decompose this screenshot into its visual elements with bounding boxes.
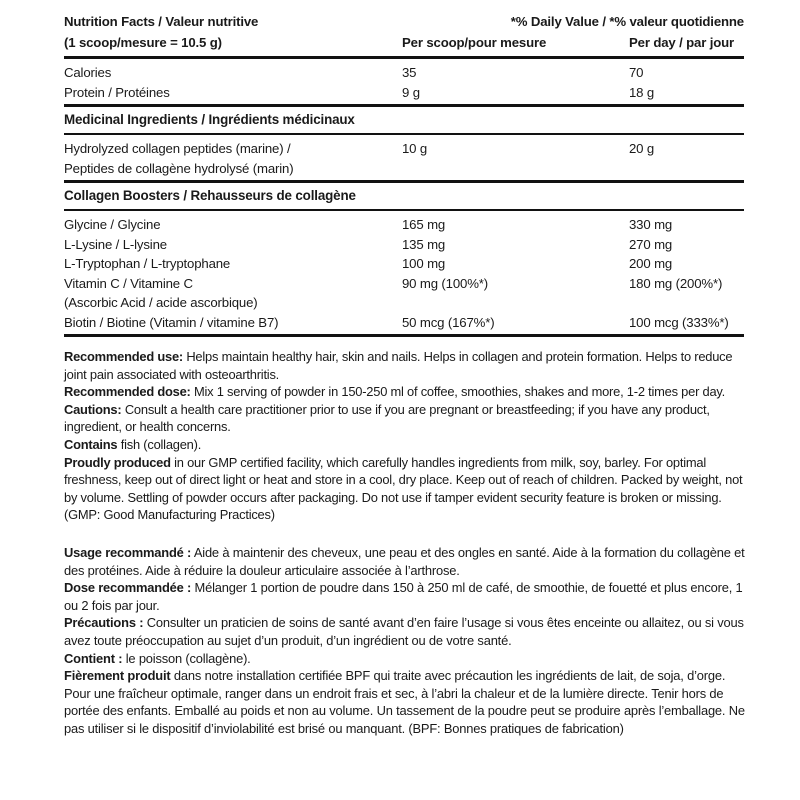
facility-label: Proudly produced [64,454,171,470]
english-copy-block [64,348,750,524]
row-value-day: 20 g [629,141,655,156]
row-value-day: 180 mg (200%*) [629,275,723,291]
facility-paragraph [64,454,750,524]
table-title: Nutrition Facts / Valeur nutritive [64,14,259,29]
usage-recommande-label: Usage recommandé : [64,544,192,560]
table-row [64,139,744,159]
row-value-scoop: 135 mg [402,236,446,252]
section-header-medicinal [64,106,744,134]
table-row [64,159,744,179]
table-row [64,313,744,333]
row-value-day: 70 [629,65,644,80]
row-label: Protein / Protéines [64,84,170,100]
row-value-day: 100 mcg (333%*) [629,314,729,330]
row-label: Peptides de collagène hydrolysé (marin) [64,160,294,176]
recommended-dose-paragraph [64,383,750,401]
fierement-produit-text: dans notre installation certifiée BPF qui traite avec précaution les ingrédients de lait, de soja, d’orge. Pour une fraîcheur optimale, ranger dans un endroit frais et sec, à l’abri la chaleur et de la lumière directe. Tenir hors de portée des enfants. Emballé au poids et non au volume. Un tassement de la poudre peut se produire après l’emballage. Ne pas utiliser si le dispositif d’inviolabilité est brisé ou manquant. (BPF: Bonnes pratiques de fabrication) [64,668,745,736]
row-value-day: 330 mg [629,217,673,232]
row-value-scoop: 50 mcg (167%*) [402,314,495,330]
section-header-label: Collagen Boosters / Rehausseurs de collagène [64,188,356,203]
row-value-day: 200 mg [629,256,673,271]
contains-paragraph [64,436,750,454]
precautions-paragraph [64,614,750,649]
precautions-text: Consulter un praticien de soins de santé avant d’en faire l’usage si vous êtes enceinte ou allaitez, ou si vous avez toute préoccupation au sujet d’un produit, d’un ingrédient ou de votre santé. [64,615,744,648]
contient-paragraph [64,650,750,668]
row-label: L-Lysine / L-lysine [64,236,167,252]
recommended-dose-label: Recommended dose: [64,384,191,400]
cautions-paragraph [64,401,750,436]
recommended-dose-text: Mix 1 serving of powder in 150-250 ml of coffee, smoothies, shakes and more, 1-2 times per day. [190,384,726,400]
table-row [64,215,744,235]
row-label: Hydrolyzed collagen peptides (marine) / [64,141,291,156]
row-value-scoop: 100 mg [402,256,446,271]
row-value-scoop: 90 mg (100%*) [402,275,489,291]
section-header-label: Medicinal Ingredients / Ingrédients médicinaux [64,112,355,127]
row-value-scoop [402,159,629,179]
french-copy-block [64,544,750,738]
row-label: Vitamin C / Vitamine C [64,275,193,291]
table-row [64,83,744,103]
fierement-produit-label: Fièrement produit [64,668,171,684]
precautions-label: Précautions : [64,615,144,631]
row-value-scoop: 35 [402,65,417,80]
row-value-day [629,293,744,313]
facility-text: in our GMP certified facility, which carefully handles ingredients from milk, soy, barley. For optimal freshness, keep out of direct light or heat and store in a cool, dry place. Keep out of reach of children. Packed by weight, not by volume. Settling of powder occurs after packaging. Do not use if tamper evident security feature is broken or missing. (GMP: Good Manufacturing Practices) [64,454,743,523]
table-row [64,63,744,83]
table-row [64,254,744,274]
usage-recommande-paragraph [64,544,750,579]
column-header-per-day: Per day / par jour [629,35,735,50]
recommended-use-paragraph [64,348,750,383]
table-row [64,293,744,313]
row-label: Biotin / Biotine (Vitamin / vitamine B7) [64,314,279,330]
table-header-row-2 [64,33,744,54]
row-value-scoop: 10 g [402,141,428,156]
cautions-label: Cautions: [64,401,122,417]
row-value-scoop: 9 g [402,84,420,100]
row-value-scoop: 165 mg [402,217,446,232]
rule-table-bottom [64,334,744,336]
serving-size: (1 scoop/mesure = 10.5 g) [64,35,222,50]
row-value-scoop [402,293,629,313]
dose-recommandee-label: Dose recommandée : [64,580,192,596]
row-label: (Ascorbic Acid / acide ascorbique) [64,295,258,310]
contains-text: fish (collagen). [117,436,202,452]
dose-recommandee-paragraph [64,579,750,614]
daily-value-header: *% Daily Value / *% valeur quotidienne [510,14,744,29]
cautions-text: Consult a health care practitioner prior to use if you are pregnant or breastfeeding; if you have any product, ingredient, or health concerns. [64,401,710,435]
nutrition-facts-table [64,12,744,337]
row-label: L-Tryptophan / L-tryptophane [64,256,231,271]
contient-label: Contient : [64,650,123,666]
usage-recommande-text: Aide à maintenir des cheveux, une peau et des ongles en santé. Aide à la formation du collagène et des protéines. Aide à réduire la douleur articulaire associée à l’arthrose. [64,544,745,578]
table-header-row-1 [64,12,744,33]
table-row [64,235,744,255]
column-header-per-scoop: Per scoop/pour mesure [402,35,547,50]
contains-label: Contains [64,436,118,452]
row-label: Glycine / Glycine [64,217,161,232]
table-row [64,274,744,294]
row-label: Calories [64,65,112,80]
row-value-day [629,159,744,179]
row-value-day: 270 mg [629,236,673,252]
section-header-boosters [64,182,744,210]
contient-text: le poisson (collagène). [122,650,251,666]
recommended-use-label: Recommended use: [64,349,183,364]
row-value-day: 18 g [629,84,655,100]
recommended-use-text: Helps maintain healthy hair, skin and nails. Helps in collagen and protein formation. Helps to reduce joint pain associated with osteoarthritis. [64,349,733,382]
fierement-produit-paragraph [64,667,750,737]
dose-recommandee-text: Mélanger 1 portion de poudre dans 150 à 250 ml de café, de smoothie, de fouetté et plus encore, 1 ou 2 fois par jour. [64,580,743,613]
